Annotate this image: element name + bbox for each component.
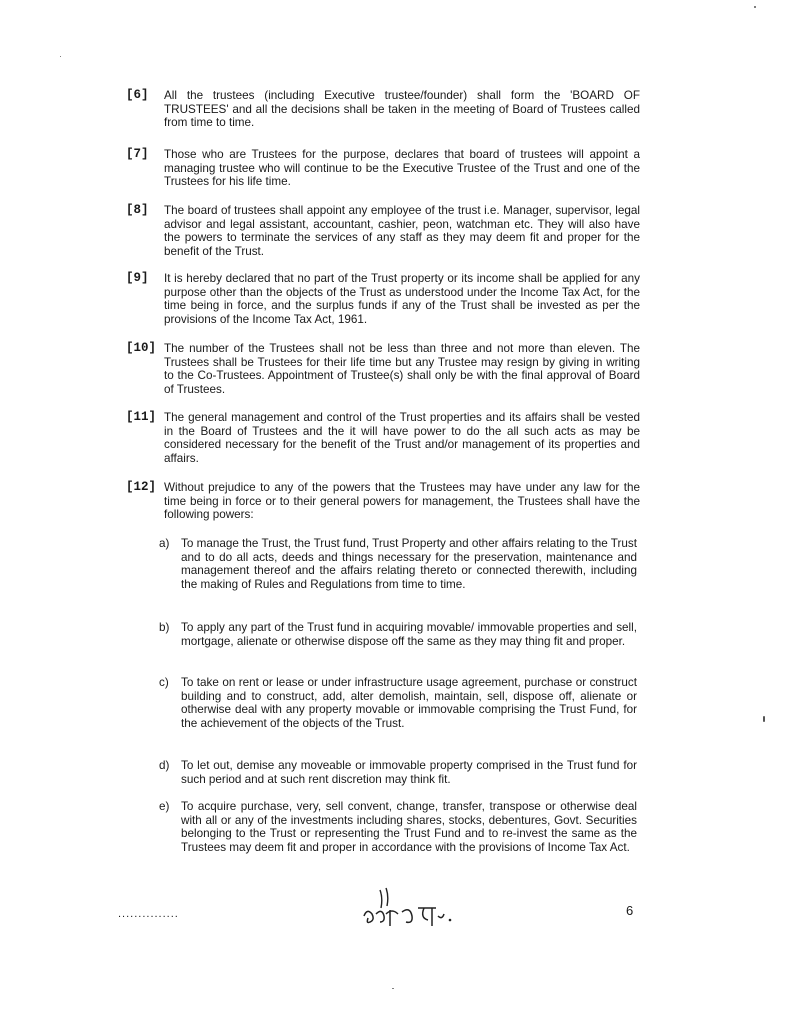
scan-speck [754,6,756,8]
clause-number: [7] [126,147,149,161]
clause-text: Those who are Trustees for the purpose, declares that board of trustees will appoint a managing trustee who will continue to be the Executive Trustee of the Trust and one of the Trustees for his life time. [164,148,640,189]
scan-speck [60,56,61,57]
clause-text: Without prejudice to any of the powers that the Trustees may have under any law for the time being in force or to their general powers for management, the Trustees shall have the following powers: [164,481,640,522]
clause-number: [11] [126,410,157,424]
clause-text: It is hereby declared that no part of the Trust property or its income shall be applied for any purpose other than the objects of the Trust as understood under the Income Tax Act, for the time being in force, and the surplus funds if any of the Trust shall be invested as per the provisions of the Income Tax Act, 1961. [164,272,640,327]
subclause-label: c) [159,676,169,689]
subclause-text: To apply any part of the Trust fund in acquiring movable/ immovable properties and sell, mortgage, alienate or otherwise dispose off the same as they may thing fit and proper. [181,621,637,648]
subclause-label: a) [159,537,170,550]
subclause-label: b) [159,621,170,634]
handwritten-signature [358,886,468,936]
clause-text: The general management and control of the Trust properties and its affairs shall be vested in the Board of Trustees and the it will have power to do the all such acts as may be considered necessary for the benefit of the Trust and/or management of its properties and affairs. [164,411,640,466]
clause-number: [9] [126,271,149,285]
scan-speck [392,988,394,989]
clause-text: All the trustees (including Executive trustee/founder) shall form the 'BOARD OF TRUSTEES' and all the decisions shall be taken in the meeting of Board of Trustees called from time to time. [164,89,640,130]
subclause-text: To acquire purchase, very, sell convent, change, transfer, transpose or otherwise deal with all or any of the investments including shares, stocks, debentures, Govt. Securities belonging to the Trust or representing the Trust Fund and to re-invest the same as the Trustees may deem fit and proper in accordance with the provisions of Income Tax Act. [181,800,637,855]
clause-text: The number of the Trustees shall not be less than three and not more than eleven. The Trustees shall be Trustees for their life time but any Trustee may resign by giving in writing to the Co-Trustees. Appointment of Trustee(s) shall only be with the final approval of Board of Trustees. [164,342,640,397]
clause-number: [8] [126,203,149,217]
clause-number: [6] [126,88,149,102]
clause-number: [10] [126,341,157,355]
footer-dotted-line: ............... [118,908,179,920]
subclause-text: To manage the Trust, the Trust fund, Trust Property and other affairs relating to the Trust and to do all acts, deeds and things necessary for the preservation, maintenance and management thereof and the affairs relating thereto or connected therewith, including the making of Rules and Regulations from time to time. [181,537,637,592]
subclause-label: d) [159,759,170,772]
subclause-text: To take on rent or lease or under infrastructure usage agreement, purchase or construct building and to construct, add, alter demolish, maintain, sell, dispose off, alienate or otherwise deal with any property movable or immovable comprising the Trust Fund, for the achievement of the objects of the Trust. [181,676,637,731]
clause-number: [12] [126,480,157,494]
clause-text: The board of trustees shall appoint any employee of the trust i.e. Manager, supervisor, legal advisor and legal assistant, accountant, cashier, peon, watchman etc. They will also have the powers to terminate the services of any staff as they may deem fit and proper for the benefit of the Trust. [164,204,640,259]
scan-speck [763,716,765,722]
page-number: 6 [626,903,634,918]
subclause-label: e) [159,800,170,813]
subclause-text: To let out, demise any moveable or immovable property comprised in the Trust fund for such period and at such rent discretion may think fit. [181,759,637,786]
